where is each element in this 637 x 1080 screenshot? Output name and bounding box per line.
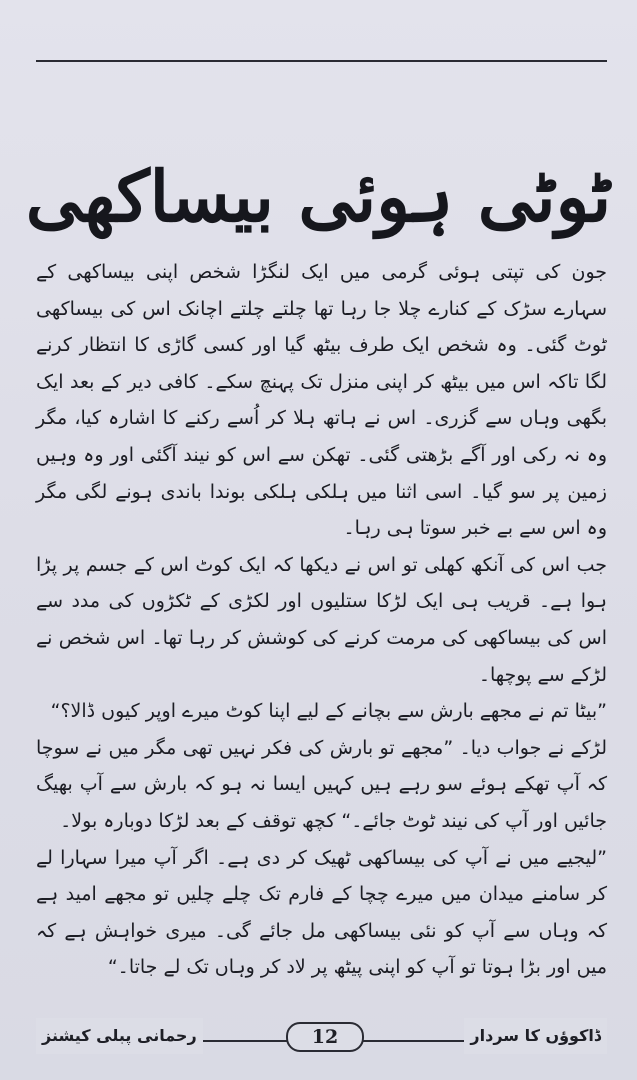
paragraph: جب اس کی آنکھ کھلی تو اس نے دیکھا کہ ایک کوٹ اس کے جسم پر پڑا ہوا ہے۔ قریب ہی ایک لڑکا ستلیوں اور لکڑی کے ٹکڑوں کی مدد سے اس کی بیساکھی کی مرمت کرنے کی کوشش کر رہا تھا۔ اس شخص نے لڑکے سے پوچھا۔ xyxy=(36,553,607,686)
page-number: 12 xyxy=(286,1022,364,1052)
story-title: ٹوٹی ہوئی بیساکھی xyxy=(25,154,612,238)
paragraph: لڑکے نے جواب دیا۔ ”مجھے تو بارش کی فکر نہیں تھی مگر میں نے سوچا کہ آپ تھکے ہوئے سو رہے ہیں کہیں ایسا نہ ہو کہ بارش سے آپ بھیگ جائیں اور آپ کی نیند ٹوٹ جائے۔“ کچھ توقف کے بعد لڑکا دوبارہ بولا۔ xyxy=(36,736,607,832)
paragraph: ”بیٹا تم نے مجھے بارش سے بچانے کے لیے اپنا کوٹ میرے اوپر کیوں ڈالا؟“ xyxy=(50,700,607,723)
story-body xyxy=(36,254,607,986)
top-rule xyxy=(36,60,607,62)
page-footer xyxy=(36,1018,607,1058)
paragraph: جون کی تپتی ہوئی گرمی میں ایک لنگڑا شخص اپنی بیساکھی کے سہارے سڑک کے کنارے چلا جا رہا تھا چلتے چلتے اچانک اس کی بیساکھی ٹوٹ گئی۔ وہ شخص ایک طرف بیٹھ گیا اور کسی گاڑی کا انتظار کرنے لگا تاکہ اس میں بیٹھ کر اپنی منزل تک پہنچ سکے۔ کافی دیر کے بعد ایک بگھی وہاں سے گزری۔ اس نے ہاتھ ہلا کر اُسے رکنے کا اشارہ کیا، مگر وہ نہ رکی اور آگے بڑھتی گئی۔ تھکن سے اس کو نیند آگئی اور وہ وہیں زمین پر سو گیا۔ اسی اثنا میں ہلکی ہلکی بوندا باندی ہونے لگی مگر وہ اس سے بے خبر سوتا ہی رہا۔ xyxy=(36,261,607,540)
book-title: ڈاکوؤں کا سردار xyxy=(464,1018,607,1054)
paragraph: ”لیجیے میں نے آپ کی بیساکھی ٹھیک کر دی ہے۔ اگر آپ میرا سہارا لے کر سامنے میدان میں میرے چچا کے فارم تک چلے چلیں تو مجھے امید ہے کہ وہاں سے آپ کو نئی بیساکھی مل جائے گی۔ میری خواہش ہے کہ میں اور بڑا ہوتا تو آپ کو اپنی پیٹھ پر لاد کر وہاں تک لے جاتا۔“ xyxy=(36,846,607,979)
publisher-name: رحمانی پبلی کیشنز xyxy=(36,1018,203,1054)
